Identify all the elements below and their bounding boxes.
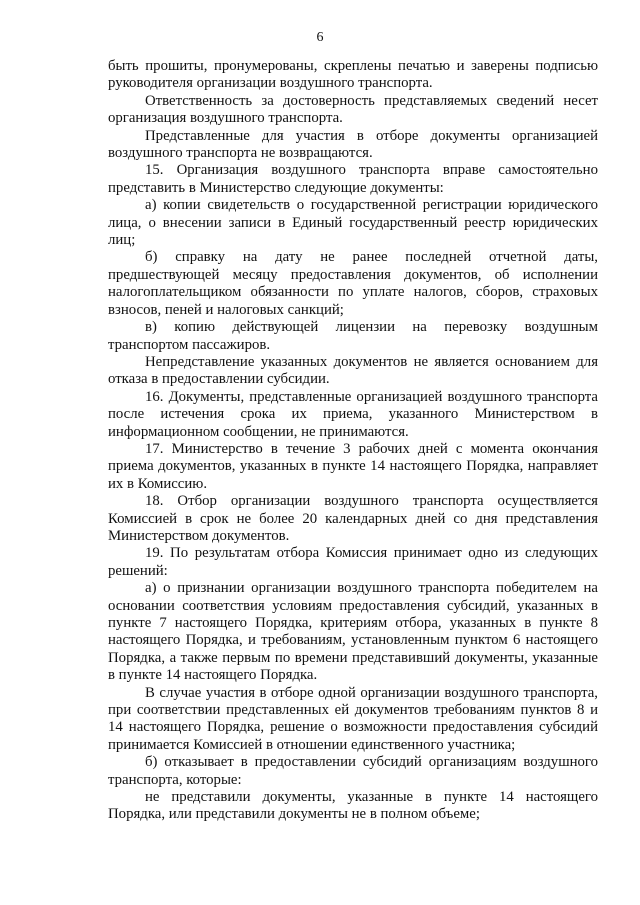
clause-19-item-b: б) отказывает в предоставлении субсидий организациям воздушного транспорта, которые: [108, 754, 598, 788]
page-number: 6 [316, 30, 324, 45]
paragraph-documents-not-returned: Представленные для участия в отборе документы организацией воздушного транспорта не возвращаются. [108, 127, 598, 162]
paragraph-single-participant: В случае участия в отборе одной организации воздушного транспорта, при соответствии представленных ей документов требованиям пунктов 8 и 14 настоящего Порядка, решение о возможности предоставления субсидий принимается Комиссией в отношении единственного участника; [108, 684, 598, 753]
paragraph-responsibility: Ответственность за достоверность представляемых сведений несет организация воздушного транспорта. [108, 92, 598, 127]
clause-19-item-a: а) о признании организации воздушного транспорта победителем на основании соответствия условиям предоставления субсидий, указанных в пункте 7 настоящего Порядка, критериям отбора, указанных в пункте 8 настоящего Порядка, и требованиям, установленным пунктом 6 настоящего Порядка, а также первым по времени представивший документы, указанные в пункте 14 настоящего Порядка. [108, 580, 598, 684]
clause-15-item-c: в) копию действующей лицензии на перевозку воздушным транспортом пассажиров. [108, 319, 598, 353]
paragraph-continuation: быть прошиты, пронумерованы, скреплены печатью и заверены подписью руководителя организации воздушного транспорта. [108, 58, 598, 92]
clause-16: 16. Документы, представленные организацией воздушного транспорта после истечения срока их приема, указанного Министерством в информационном сообщении, не принимаются. [108, 388, 598, 440]
paragraph-non-submission: Непредставление указанных документов не является основанием для отказа в предоставлении субсидии. [108, 353, 598, 388]
clause-15-item-b: б) справку на дату не ранее последней отчетной даты, предшествующей месяцу предоставления документов, об исполнении налогоплательщиком обязанности по уплате налогов, сборов, страховых взносов, пеней и налоговых санкций; [108, 249, 598, 318]
clause-19: 19. По результатам отбора Комиссия принимает одно из следующих решений: [108, 545, 598, 579]
clause-18: 18. Отбор организации воздушного транспорта осуществляется Комиссией в срок не более 20 календарных дней со дня представления Министерством документов. [108, 493, 598, 544]
clause-15: 15. Организация воздушного транспорта вправе самостоятельно представить в Министерство следующие документы: [108, 162, 598, 196]
paragraph-not-submitted: не представили документы, указанные в пункте 14 настоящего Порядка, или представили документы не в полном объеме; [108, 789, 598, 823]
clause-17: 17. Министерство в течение 3 рабочих дней с момента окончания приема документов, указанных в пункте 14 настоящего Порядка, направляет их в Комиссию. [108, 440, 598, 492]
clause-15-item-a: а) копии свидетельств о государственной регистрации юридического лица, о внесении записи в Единый государственный реестр юридических лиц; [108, 197, 598, 249]
document-body [108, 58, 598, 824]
